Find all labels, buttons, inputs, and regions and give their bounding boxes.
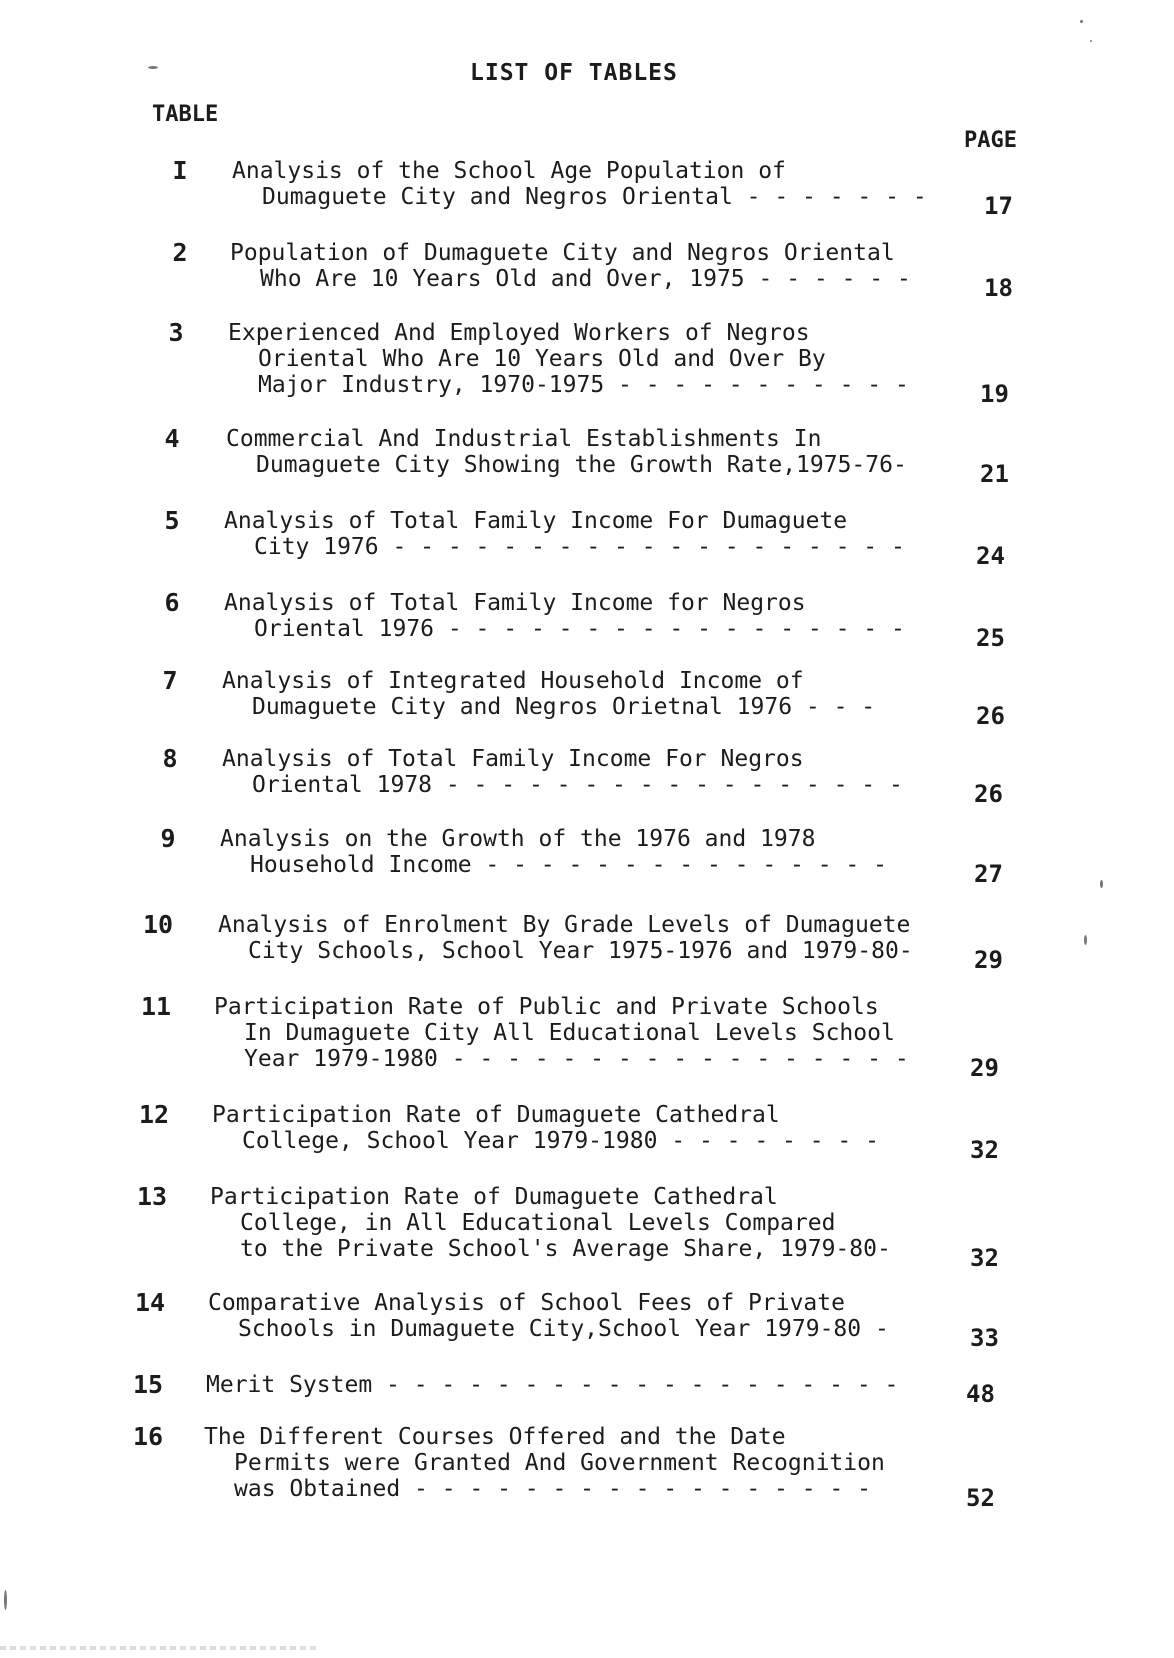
scan-speck [1100, 880, 1103, 888]
table-number: 9 [160, 824, 176, 853]
page-number: 21 [980, 460, 1009, 488]
table-title-line: Participation Rate of Public and Private Schools [214, 994, 879, 1020]
page-number: 17 [984, 192, 1013, 220]
table-title-line: Participation Rate of Dumaguete Cathedral [212, 1102, 780, 1128]
table-column-label: TABLE [152, 102, 219, 127]
table-title-line: Analysis on the Growth of the 1976 and 1978 [220, 826, 816, 852]
table-number: 14 [134, 1288, 166, 1317]
scan-footer-mark [0, 1646, 320, 1650]
table-number: 7 [162, 666, 178, 695]
scan-speck [1084, 935, 1087, 945]
table-title-line: In Dumaguete City All Educational Levels School [244, 1020, 895, 1046]
table-title-line: Commercial And Industrial Establishments In [226, 426, 822, 452]
table-number: 3 [168, 318, 184, 347]
page-number: 26 [976, 702, 1005, 730]
table-title-line: Analysis of Enrolment By Grade Levels of Dumaguete [218, 912, 911, 938]
table-title-line: Oriental 1978 - - - - - - - - - - - - - - - - - [252, 772, 903, 798]
page-number: 29 [970, 1054, 999, 1082]
page-number: 24 [976, 542, 1005, 570]
table-title-line: Dumaguete City and Negros Oriental - - - - - - - [262, 184, 927, 210]
table-number: 5 [164, 506, 180, 535]
table-title-line: Household Income - - - - - - - - - - - - - - - [250, 852, 887, 878]
table-number: 12 [138, 1100, 170, 1129]
table-title-line: College, in All Educational Levels Compared [240, 1210, 836, 1236]
table-number: 10 [142, 910, 174, 939]
table-number: 2 [172, 238, 188, 267]
table-title-line: Oriental Who Are 10 Years Old and Over By [258, 346, 826, 372]
table-title-line: City Schools, School Year 1975-1976 and 1979-80- [248, 938, 913, 964]
page-number: 32 [970, 1244, 999, 1272]
table-title-line: Population of Dumaguete City and Negros Oriental [230, 240, 895, 266]
page-number: 18 [984, 274, 1013, 302]
table-title-line: Analysis of Integrated Household Income of [222, 668, 804, 694]
table-number: 15 [132, 1370, 164, 1399]
table-number: 6 [164, 588, 180, 617]
page-number: 26 [974, 780, 1003, 808]
page-number: 25 [976, 624, 1005, 652]
table-title-line: was Obtained - - - - - - - - - - - - - - - - - [234, 1476, 871, 1502]
table-title-line: Experienced And Employed Workers of Negros [228, 320, 810, 346]
scan-speck [1080, 20, 1083, 23]
scan-speck [148, 66, 158, 69]
table-title-line: Permits were Granted And Government Recognition [234, 1450, 885, 1476]
page-number: 19 [980, 380, 1009, 408]
page-number: 29 [974, 946, 1003, 974]
table-title-line: Dumaguete City Showing the Growth Rate,1975-76- [256, 452, 907, 478]
table-title-line: Analysis of Total Family Income For Dumaguete [224, 508, 848, 534]
table-number: 13 [136, 1182, 168, 1211]
page-column-label: PAGE [964, 128, 1017, 153]
page-number: 32 [970, 1136, 999, 1164]
table-title-line: Analysis of the School Age Population of [232, 158, 786, 184]
table-number: 4 [164, 424, 180, 453]
table-title-line: Year 1979-1980 - - - - - - - - - - - - - - - - - [244, 1046, 909, 1072]
page-title: LIST OF TABLES [470, 60, 678, 86]
table-title-line: Dumaguete City and Negros Orietnal 1976 - - - [252, 694, 876, 720]
table-title-line: Who Are 10 Years Old and Over, 1975 - - - - - - [260, 266, 911, 292]
page-number: 33 [970, 1324, 999, 1352]
table-title-line: Comparative Analysis of School Fees of Private [208, 1290, 845, 1316]
table-title-line: Analysis of Total Family Income for Negros [224, 590, 806, 616]
table-title-line: The Different Courses Offered and the Date [204, 1424, 786, 1450]
table-title-line: Major Industry, 1970-1975 - - - - - - - - - - - [258, 372, 909, 398]
table-title-line: Oriental 1976 - - - - - - - - - - - - - - - - - [254, 616, 905, 642]
page-number: 52 [966, 1484, 995, 1512]
table-number: 8 [162, 744, 178, 773]
page-number: 27 [974, 860, 1003, 888]
scan-speck [4, 1590, 7, 1610]
table-title-line: Analysis of Total Family Income For Negros [222, 746, 804, 772]
table-number: 16 [132, 1422, 164, 1451]
table-title-line: Schools in Dumaguete City,School Year 1979-80 - [238, 1316, 889, 1342]
scan-speck [1090, 40, 1092, 42]
table-title-line: City 1976 - - - - - - - - - - - - - - - - - - - [254, 534, 905, 560]
table-number: I [172, 156, 188, 185]
table-title-line: College, School Year 1979-1980 - - - - - - - - [242, 1128, 879, 1154]
table-title-line: to the Private School's Average Share, 1979-80- [240, 1236, 891, 1262]
table-title-line: Participation Rate of Dumaguete Cathedral [210, 1184, 778, 1210]
page-number: 48 [966, 1380, 995, 1408]
table-title-line: Merit System - - - - - - - - - - - - - - - - - - - [206, 1372, 899, 1398]
table-number: 11 [140, 992, 172, 1021]
